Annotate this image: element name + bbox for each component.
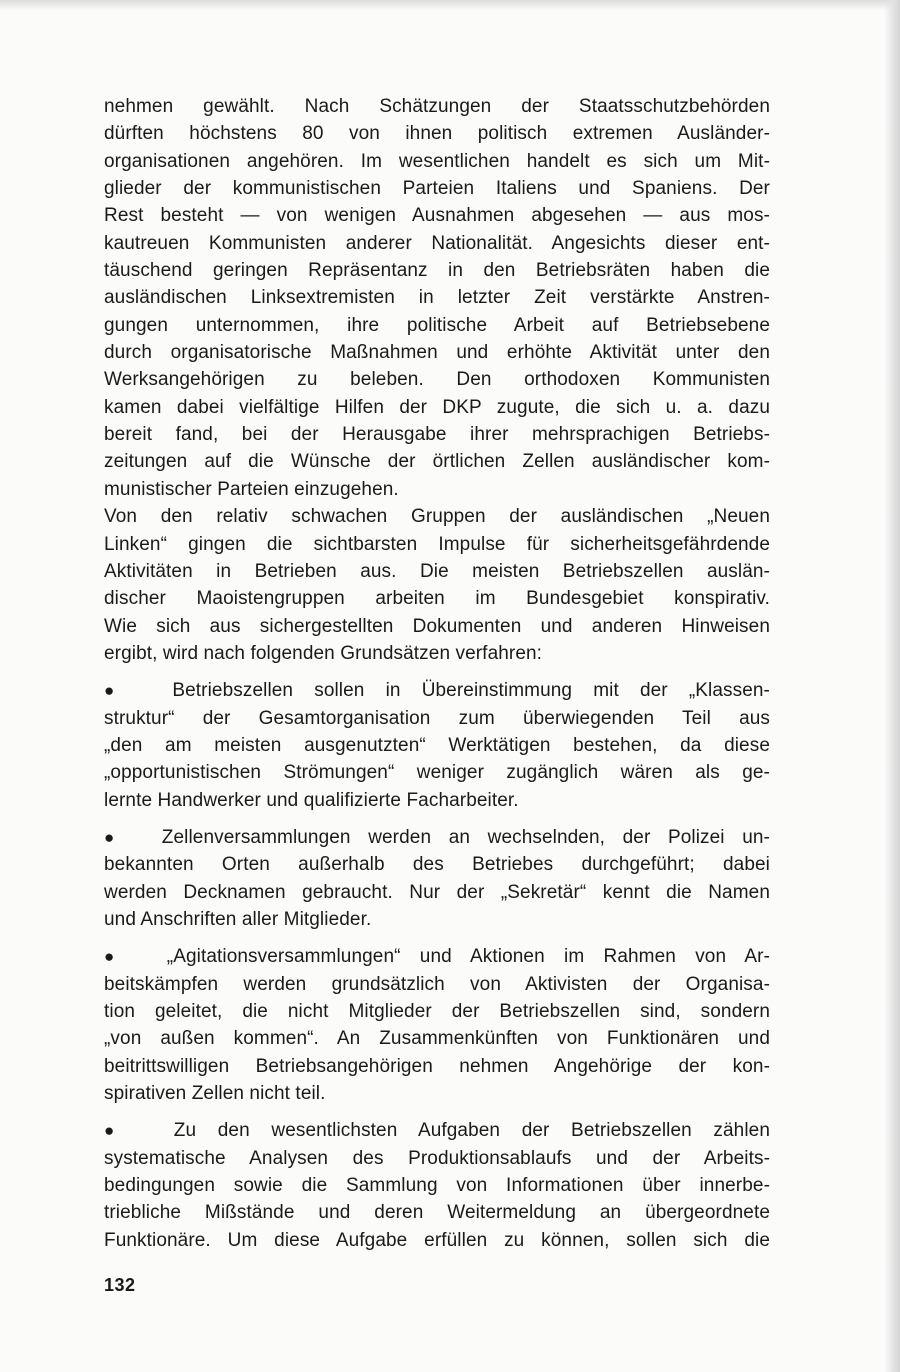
text-line: ergibt, wird nach folgenden Grundsätzen verfahren: (104, 642, 543, 664)
text-line: systematische Analysen des Produktionsablaufs und der Arbeits- (104, 1147, 770, 1169)
paragraph-1 (104, 93, 770, 503)
spacer (104, 667, 770, 677)
spacer (104, 933, 770, 943)
text-line: Von den relativ schwachen Gruppen der ausländischen „Neuen (104, 506, 770, 528)
page-right-edge (884, 0, 900, 1372)
text-line: beitrittswilligen Betriebsangehörigen nehmen Angehörige der kon- (104, 1055, 770, 1077)
bullet-item-3 (104, 943, 770, 1107)
text-line: triebliche Mißstände und deren Weitermeldung an übergeordnete (104, 1202, 770, 1224)
text-line (104, 677, 770, 704)
text-line: bekannten Orten außerhalb des Betriebes durchgeführt; dabei (104, 854, 770, 876)
text-line: Werksangehörigen zu beleben. Den orthodoxen Kommunisten (104, 369, 770, 391)
bullet-icon: ● (104, 827, 127, 847)
text-line: ausländischen Linksextremisten in letzter Zeit verstärkte Anstren- (104, 287, 770, 309)
text-line: täuschend geringen Repräsentanz in den Betriebsräten haben die (104, 260, 770, 282)
text-line: Linken“ gingen die sichtbarsten Impulse für sicherheitsgefährdende (104, 533, 770, 555)
paragraph-2 (104, 503, 770, 667)
text-line: Funktionäre. Um diese Aufgabe erfüllen zu können, sollen sich die (104, 1229, 770, 1251)
text-line: Wie sich aus sichergestellten Dokumenten und anderen Hinweisen (104, 615, 770, 637)
page-top-shadow (0, 0, 900, 10)
text-line: munistischer Parteien einzugehen. (104, 478, 399, 500)
text-line: „den am meisten ausgenutzten“ Werktätigen bestehen, da diese (104, 734, 770, 756)
text-line: und Anschriften aller Mitglieder. (104, 908, 372, 930)
text-line: beitskämpfen werden grundsätzlich von Aktivisten der Organisa- (104, 973, 770, 995)
page-number: 132 (104, 1275, 136, 1295)
text-line (104, 943, 770, 970)
bullet-item-4 (104, 1117, 770, 1254)
text-line: spirativen Zellen nicht teil. (104, 1083, 326, 1105)
bullet-icon: ● (104, 947, 129, 967)
text-line: struktur“ der Gesamtorganisation zum überwiegenden Teil aus (104, 707, 770, 729)
bullet-icon: ● (104, 681, 131, 701)
text-line: Rest besteht — von wenigen Ausnahmen abgesehen — aus mos- (104, 205, 770, 227)
text-line: discher Maoistengruppen arbeiten im Bundesgebiet konspirativ. (104, 588, 770, 610)
spacer (104, 1107, 770, 1117)
text-line: durch organisatorische Maßnahmen und erhöhte Aktivität unter den (104, 342, 770, 364)
spacer (104, 814, 770, 824)
text-line: bedingungen sowie die Sammlung von Informationen über innerbe- (104, 1175, 770, 1197)
text-line: zeitungen auf die Wünsche der örtlichen Zellen ausländischer kom- (104, 451, 770, 473)
bullet-text: „Agitationsversammlungen“ und Aktionen im Rahmen von Ar- (166, 946, 770, 968)
bullet-text: Zu den wesentlichsten Aufgaben der Betriebszellen zählen (173, 1120, 770, 1142)
text-line: dürften höchstens 80 von ihnen politisch extremen Ausländer- (104, 123, 770, 145)
bullet-text: Betriebszellen sollen in Übereinstimmung mit der „Klassen- (172, 680, 770, 702)
bullet-icon: ● (104, 1121, 131, 1141)
text-line: nehmen gewählt. Nach Schätzungen der Staatsschutzbehörden (104, 96, 770, 117)
bullet-item-1 (104, 677, 770, 814)
text-line: bereit fand, bei der Herausgabe ihrer mehrsprachigen Betriebs- (104, 424, 770, 446)
text-line: glieder der kommunistischen Parteien Italiens und Spaniens. Der (104, 178, 770, 200)
page-text (104, 93, 770, 1254)
text-line: kamen dabei vielfältige Hilfen der DKP zugute, die sich u. a. dazu (104, 396, 770, 418)
text-line: Aktivitäten in Betrieben aus. Die meisten Betriebszellen auslän- (104, 560, 770, 582)
text-line (104, 824, 770, 851)
bullet-item-2 (104, 824, 770, 933)
text-line: „opportunistischen Strömungen“ weniger zugänglich wären als ge- (104, 762, 770, 784)
bullet-text: Zellenversammlungen werden an wechselnden, der Polizei un- (161, 826, 770, 848)
text-line (104, 1117, 770, 1144)
text-line: werden Decknamen gebraucht. Nur der „Sekretär“ kennt die Namen (104, 881, 770, 903)
text-line: lernte Handwerker und qualifizierte Facharbeiter. (104, 789, 519, 811)
text-line: kautreuen Kommunisten anderer Nationalität. Angesichts dieser ent- (104, 232, 770, 254)
text-line: organisationen angehören. Im wesentlichen handelt es sich um Mit- (104, 150, 770, 172)
text-line: „von außen kommen“. An Zusammenkünften von Funktionären und (104, 1028, 770, 1050)
text-line: tion geleitet, die nicht Mitglieder der Betriebszellen sind, sondern (104, 1001, 770, 1022)
text-line: gungen unternommen, ihre politische Arbeit auf Betriebsebene (104, 314, 770, 336)
